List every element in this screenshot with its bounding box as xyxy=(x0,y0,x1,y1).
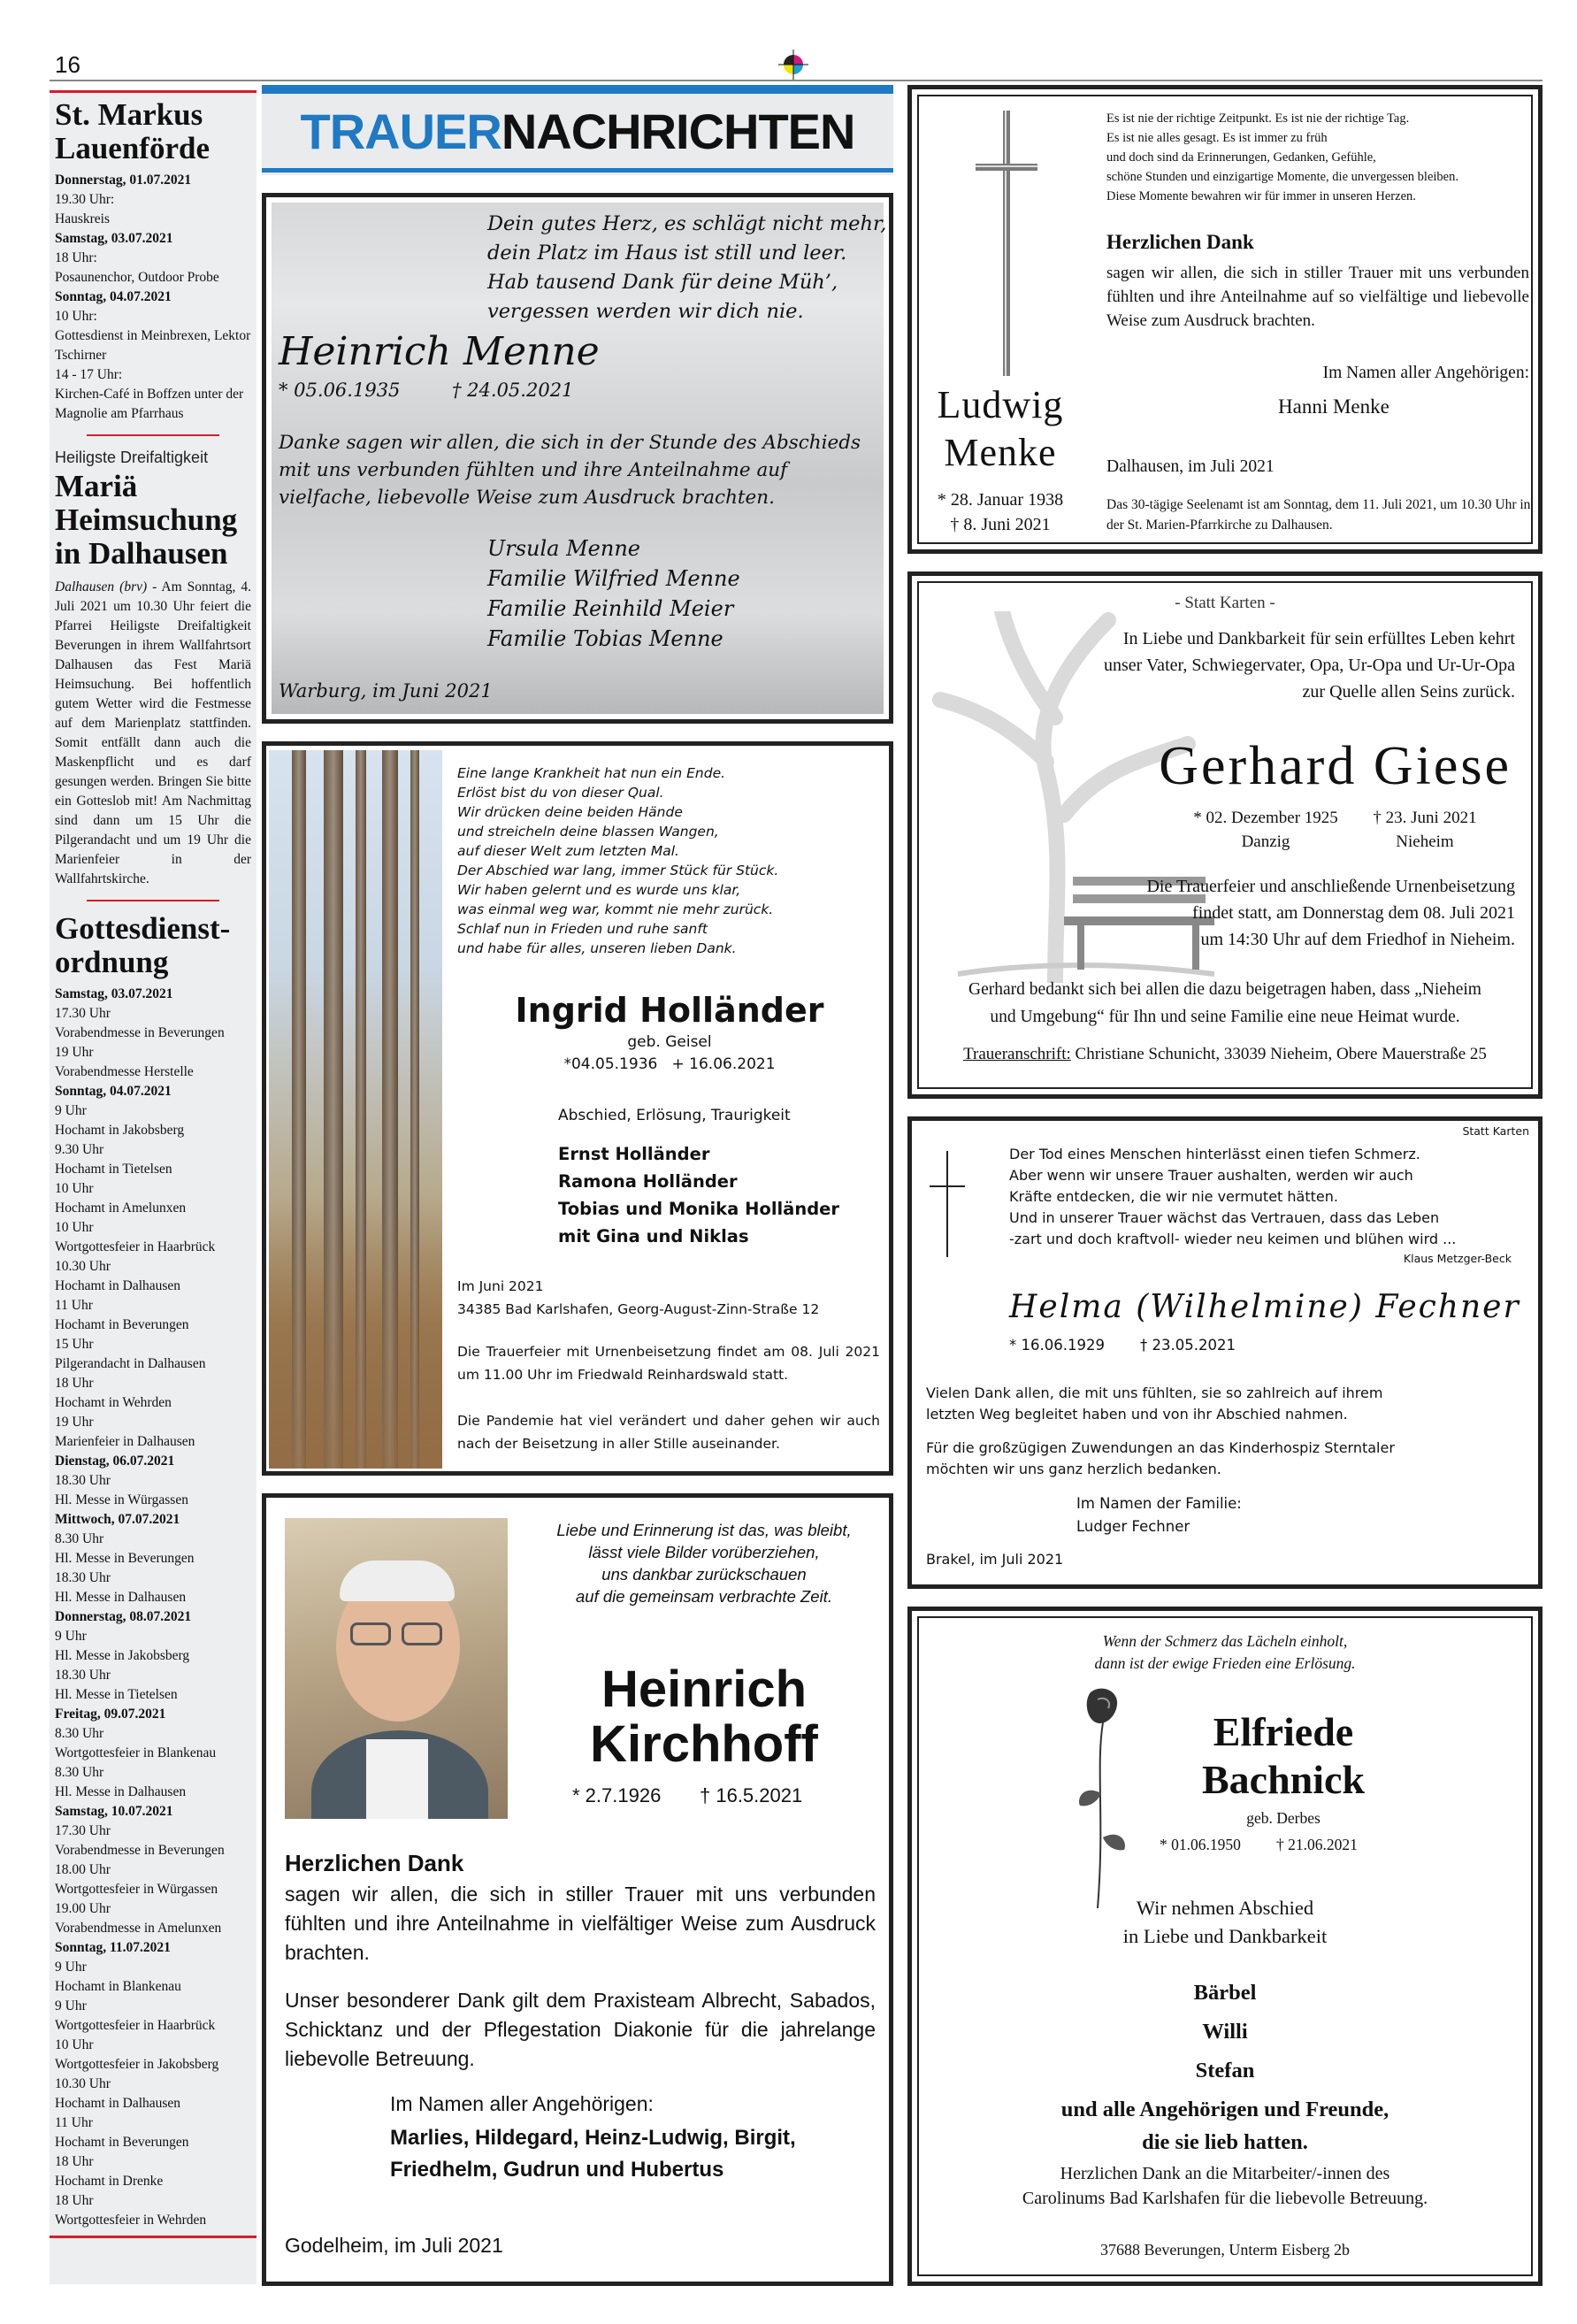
menke-poem: Es ist nie der richtige Zeitpunkt. Es ist nie der richtige Tag. Es ist nie alles gesagt. Es ist immer zu früh und doch sind da Erinnerungen, Gedanken, Gefühle, schöne Stunden und einzigartige Momente, die unvergessen bleiben. Diese Momente bewahren wir für immer in unseren Herzen. xyxy=(1106,111,1458,203)
obituary-heinrich-menne xyxy=(262,193,893,724)
schedule-line: 18.30 Uhr xyxy=(55,1668,111,1683)
schedule-line: Pilgerandacht in Dalhausen xyxy=(55,1356,206,1371)
death-date: † 16.5.2021 xyxy=(700,1784,803,1806)
fechner-thanks: Vielen Dank allen, die mit uns fühlten, sie so zahlreich auf ihrem letzten Weg begleitet haben und von ihr Abschied nahmen. xyxy=(926,1384,1383,1423)
schedule-line: Hochamt in Amelunxen xyxy=(55,1200,187,1216)
signer: Hanni Menke xyxy=(1278,395,1389,418)
section-kicker: Heiligste Dreifaltigkeit xyxy=(55,449,209,466)
cross-icon xyxy=(976,111,1037,376)
life-dates: *04.05.1936 + 16.06.2021 xyxy=(563,1055,776,1073)
menke-thanks: sagen wir allen, die sich in stiller Trauer mit uns verbunden fühlten und ihre Anteilnahme auf so vielfältige und liebevolle Weise zum Ausdruck brachten. xyxy=(1106,264,1529,330)
schedule-line: 18 Uhr: xyxy=(55,250,97,265)
schedule-line: Hochamt in Beverungen xyxy=(55,2135,189,2150)
schedule-line: Hochamt in Wehrden xyxy=(55,1395,172,1410)
schedule-line: 11 Uhr xyxy=(55,1298,93,1313)
schedule-line: 19.30 Uhr: xyxy=(55,192,115,207)
schedule-line: 10 Uhr: xyxy=(55,309,97,324)
schedule-line: 18 Uhr xyxy=(55,2154,94,2169)
schedule-line: 18.30 Uhr xyxy=(55,1570,111,1585)
schedule-line: 8.30 Uhr xyxy=(55,1531,104,1546)
schedule-line: Hl. Messe in Würgassen xyxy=(55,1492,188,1507)
church-news-column xyxy=(50,90,256,2284)
family-list: Marlies, Hildegard, Heinz-Ludwig, Birgit, Friedhelm, Gudrun und Hubertus xyxy=(390,2126,796,2182)
menne-family: Ursula Menne Familie Wilfried Menne Familie Reinhild Meier Familie Tobias Menne xyxy=(487,536,740,651)
schedule-date: Samstag, 03.07.2021 xyxy=(55,986,173,1001)
schedule-line: Vorabendmesse Herstelle xyxy=(55,1064,194,1079)
schedule-line: Hochamt in Dalhausen xyxy=(55,1278,181,1293)
schedule-line: Wortgottesfeier in Würgassen xyxy=(55,1882,218,1897)
schedule-line: 19 Uhr xyxy=(55,1045,94,1060)
schedule-line: Wortgottesfeier in Blankenau xyxy=(55,1745,217,1760)
schedule-line: 14 - 17 Uhr: xyxy=(55,367,123,382)
st-markus-schedule xyxy=(55,171,251,424)
schedule-line: 17.30 Uhr xyxy=(55,1823,111,1838)
schedule-line: Posaunenchor, Outdoor Probe xyxy=(55,270,219,285)
death-date: † 23.05.2021 xyxy=(1140,1337,1236,1354)
forest-photo xyxy=(269,750,442,1469)
date-address: Im Juni 2021 34385 Bad Karlshafen, Georg-August-Zinn-Straße 12 xyxy=(457,1278,820,1317)
motto: Abschied, Erlösung, Traurigkeit xyxy=(558,1107,791,1124)
schedule-line: Wortgottesfeier in Haarbrück xyxy=(55,2018,216,2033)
schedule-line: 10.30 Uhr xyxy=(55,1259,111,1274)
schedule-line: 10 Uhr xyxy=(55,2037,94,2052)
top-rule xyxy=(50,80,1543,81)
schedule-date: Samstag, 03.07.2021 xyxy=(55,231,173,246)
donation-thanks: Für die großzügigen Zuwendungen an das Kinderhospiz Sterntaler möchten wir uns ganz herzlich bedanken. xyxy=(926,1439,1395,1477)
registration-mark-icon xyxy=(778,50,808,80)
portrait-photo xyxy=(285,1518,508,1819)
obituary-gerhard-giese xyxy=(907,571,1543,1099)
farewell: Wir nehmen Abschied in Liebe und Dankbarkeit xyxy=(1122,1897,1328,1947)
obituary-elfriede-bachnick xyxy=(907,1607,1543,2286)
schedule-line: 18.30 Uhr xyxy=(55,1473,111,1488)
funeral-info: Die Trauerfeier mit Urnenbeisetzung findet am 08. Juli 2021 um 11.00 Uhr im Friedwald Reinhardswald statt. xyxy=(457,1344,880,1383)
maiden-name: geb. Derbes xyxy=(1246,1809,1321,1827)
special-thanks: Unser besonderer Dank gilt dem Praxisteam Albrecht, Sabados, Schicktanz und der Pflegestation Diakonie für die jahrelange liebevolle Betreuung. xyxy=(285,1989,876,2070)
thanks-heading: Herzlichen Dank xyxy=(1106,231,1254,253)
bachnick-thanks: Herzlichen Dank an die Mitarbeiter/-innen des Carolinums Bad Karlshafen für die liebevolle Betreuung. xyxy=(1022,2164,1428,2208)
birth-date: * 16.06.1929 xyxy=(1009,1337,1105,1354)
schedule-date: Donnerstag, 01.07.2021 xyxy=(55,173,192,188)
schedule-line: Hochamt in Tietelsen xyxy=(55,1162,172,1177)
schedule-line: Vorabendmesse in Beverungen xyxy=(55,1843,225,1858)
mariae-article: Dalhausen (brv) - Am Sonntag, 4. Juli 2021 um 10.30 Uhr feiert die Pfarrei Heiligste Dreifaltigkeit Beverungen in ihrem Wallfahrtsort Dalhausen das Fest Mariä Heimsuchung. Bei hoffentlich gutem Wetter wird die Festmesse auf dem Marienplatz stattfinden. Somit entfällt dann auch die Maskenpflicht und es darf gesungen werden. Bringen Sie bitte ein Gotteslob mit! Am Nachmittag sind dann um 15 Uhr die Pilgerandacht und um 19 Uhr die Marienfeier in der Wallfahrtskirche. xyxy=(55,579,251,886)
menne-place-date: Warburg, im Juni 2021 xyxy=(279,680,493,702)
section-title-gottesdienst: Gottesdienst-ordnung xyxy=(55,911,231,979)
thanks-heading: Herzlichen Dank xyxy=(285,1850,464,1876)
deceased-name: Helma (Wilhelmine) Fechner xyxy=(1009,1289,1520,1325)
schedule-line: Marienfeier in Dalhausen xyxy=(55,1434,195,1449)
funeral-info: Die Trauerfeier und anschließende Urnenbeisetzung findet statt, am Donnerstag dem 08. Juli 2021 um 14:30 Uhr auf dem Friedhof in Nieheim. xyxy=(1146,877,1515,949)
deceased-name: Ludwig Menke xyxy=(937,383,1064,474)
hollaender-poem: Eine lange Krankheit hat nun ein Ende. Erlöst bist du von dieser Qual. Wir drücken deine beiden Hände und streicheln deine blassen Wangen, auf dieser Welt zum letzten Mal. Der Abschied war lang, immer Stück für Stück. Wir haben gelernt und es wurde uns klar, was einmal weg war, kommt nie mehr zurück. Schlaf nun in Frieden und ruhe sanft und habe für alles, unseren lieben Dank. xyxy=(457,765,779,956)
requiem-note: Das 30-tägige Seelenamt ist am Sonntag, dem 11. Juli 2021, um 10.30 Uhr in der St. Marien-Pfarrkirche zu Dalhausen. xyxy=(1106,497,1531,533)
service-schedule xyxy=(55,985,251,2230)
schedule-line: 10.30 Uhr xyxy=(55,2076,111,2091)
sign-intro: Im Namen aller Angehörigen: xyxy=(1322,364,1529,382)
death-info: † 23. Juni 2021 Nieheim xyxy=(1373,809,1477,851)
schedule-date: Donnerstag, 08.07.2021 xyxy=(55,1609,192,1624)
section-title-mariae: Mariä Heimsuchung in Dalhausen xyxy=(55,469,238,571)
obituary-helma-fechner xyxy=(907,1116,1543,1589)
schedule-date: Sonntag, 04.07.2021 xyxy=(55,289,172,304)
schedule-line: Wortgottesfeier in Haarbrück xyxy=(55,1239,216,1254)
bachnick-poem: Wenn der Schmerz das Lächeln einholt, dann ist der ewige Frieden eine Erlösung. xyxy=(1094,1632,1356,1672)
deceased-name: Gerhard Giese xyxy=(1159,736,1512,796)
menne-poem: Dein gutes Herz, es schlägt nicht mehr, dein Platz im Haus ist still und leer. Hab tausend Dank für deine Müh’, vergessen werden wir dich nie. xyxy=(487,212,887,323)
giese-thanks: Gerhard bedankt sich bei allen die dazu beigetragen haben, dass „Nieheim und Umgebung“ für Ihn und seine Familie eine neue Heimat wurde. xyxy=(968,980,1481,1026)
schedule-line: 19.00 Uhr xyxy=(55,1901,111,1916)
obituary-ingrid-hollaender xyxy=(262,741,893,1476)
schedule-line: Hauskreis xyxy=(55,211,110,226)
obituary-heinrich-kirchhoff xyxy=(262,1493,893,2286)
schedule-line: Hl. Messe in Tietelsen xyxy=(55,1687,178,1702)
schedule-line: 18 Uhr xyxy=(55,2193,94,2208)
fechner-poem: Der Tod eines Menschen hinterlässt einen tiefen Schmerz. Aber wenn wir unsere Trauer aushalten, werden wir auch Kräfte entdecken, die wir nie vermutet hätten. Und in unserer Trauer wächst das Vertrauen, dass das Leben -zart und doch kraftvoll- wieder neu keimen und blühen wird ... xyxy=(1009,1146,1457,1247)
schedule-line: 9.30 Uhr xyxy=(55,1142,104,1157)
sign-intro: Im Namen aller Angehörigen: xyxy=(390,2092,654,2115)
mourning-address: Traueranschrift: Christiane Schunicht, 33039 Nieheim, Obere Mauerstraße 25 xyxy=(963,1045,1487,1063)
schedule-line: Hl. Messe in Dalhausen xyxy=(55,1784,187,1799)
schedule-line: 18 Uhr xyxy=(55,1376,94,1391)
schedule-date: Samstag, 10.07.2021 xyxy=(55,1804,173,1819)
rose-icon xyxy=(1071,1687,1133,1908)
schedule-line: Hochamt in Drenke xyxy=(55,2174,164,2189)
schedule-date: Sonntag, 11.07.2021 xyxy=(55,1940,171,1955)
schedule-line: 8.30 Uhr xyxy=(55,1765,104,1780)
schedule-date: Dienstag, 06.07.2021 xyxy=(55,1453,175,1469)
birth-date: * 05.06.1935 xyxy=(279,380,401,401)
schedule-line: Hochamt in Beverungen xyxy=(55,1317,189,1332)
schedule-line: Hochamt in Dalhausen xyxy=(55,2096,181,2111)
deceased-name: Ingrid Holländer xyxy=(515,991,824,1030)
schedule-line: Wortgottesfeier in Jakobsberg xyxy=(55,2057,219,2072)
schedule-line: Gottesdienst in Meinbrexen, Lektor Tschirner xyxy=(55,328,251,363)
masthead-bar xyxy=(262,85,893,94)
schedule-line: 11 Uhr xyxy=(55,2115,93,2130)
deceased-name: Elfriede Bachnick xyxy=(1201,1709,1366,1802)
menne-thanks: Danke sagen wir allen, die sich in der Stunde des Abschieds mit uns verbunden fühlten und ihre Anteilnahme auf vielfache, liebevolle Weise zum Ausdruck brachten. xyxy=(279,432,861,509)
schedule-line: 9 Uhr xyxy=(55,1103,87,1118)
section-title-st-markus: St. Markus Lauenförde xyxy=(55,97,210,165)
death-date: † 24.05.2021 xyxy=(452,380,574,401)
schedule-line: Hl. Messe in Jakobsberg xyxy=(55,1648,190,1663)
family-list: Ernst Holländer Ramona Holländer Tobias und Monika Holländer mit Gina und Niklas xyxy=(558,1144,840,1246)
deceased-name: Heinrich Kirchhoff xyxy=(590,1661,818,1773)
section-title: TRAUERNACHRICHTEN xyxy=(300,104,855,159)
statt-karten-header: - Statt Karten - xyxy=(1175,594,1275,612)
schedule-date: Freitag, 09.07.2021 xyxy=(55,1707,166,1722)
death-date: † 21.06.2021 xyxy=(1276,1836,1358,1853)
pandemic-note: Die Pandemie hat viel verändert und daher gehen wir auch nach der Beisetzung in aller Stille auseinander. xyxy=(457,1413,880,1452)
schedule-line: Wortgottesfeier in Wehrden xyxy=(55,2213,207,2228)
schedule-line: 19 Uhr xyxy=(55,1415,94,1430)
schedule-line: 9 Uhr xyxy=(55,1629,87,1644)
schedule-line: Hl. Messe in Dalhausen xyxy=(55,1590,187,1605)
poem-author: Klaus Metzger-Beck xyxy=(1403,1252,1512,1265)
schedule-line: 18.00 Uhr xyxy=(55,1862,111,1877)
schedule-line: 15 Uhr xyxy=(55,1337,94,1352)
obituary-ludwig-menke xyxy=(907,85,1543,554)
place-date: Dalhausen, im Juli 2021 xyxy=(1106,457,1275,476)
birth-date: * 2.7.1926 xyxy=(572,1784,662,1806)
schedule-line: Hochamt in Blankenau xyxy=(55,1979,181,1994)
schedule-line: 9 Uhr xyxy=(55,1998,87,2013)
kirchhoff-thanks: sagen wir allen, die sich in stiller Trauer mit uns verbunden fühlten und ihre Anteilnahme in vielfältiger Weise zum Ausdruck brachten. xyxy=(285,1883,876,1964)
schedule-line: 10 Uhr xyxy=(55,1181,94,1196)
cross-icon xyxy=(930,1151,965,1257)
schedule-line: Hochamt in Jakobsberg xyxy=(55,1123,185,1138)
maiden-name: geb. Geisel xyxy=(627,1033,712,1051)
schedule-line: 8.30 Uhr xyxy=(55,1726,104,1741)
birth-info: * 02. Dezember 1925 Danzig xyxy=(1193,809,1338,851)
family-list: Bärbel Willi Stefan und alle Angehörigen und Freunde, die sie lieb hatten. xyxy=(1060,1981,1389,2154)
masthead-underline xyxy=(262,168,893,173)
page-number: 16 xyxy=(55,51,80,78)
schedule-line: Vorabendmesse in Amelunxen xyxy=(55,1921,222,1936)
address: 37688 Beverungen, Unterm Eisberg 2b xyxy=(1099,2241,1351,2259)
life-dates: * 28. Januar 1938 † 8. Juni 2021 xyxy=(937,490,1064,534)
schedule-line: 10 Uhr xyxy=(55,1220,94,1235)
birth-date: * 01.06.1950 xyxy=(1160,1836,1241,1853)
schedule-line: Kirchen-Café in Boffzen unter der Magnolie am Pfarrhaus xyxy=(55,387,244,421)
schedule-line: 17.30 Uhr xyxy=(55,1006,111,1021)
deceased-name: Heinrich Menne xyxy=(279,329,600,374)
schedule-date: Mittwoch, 07.07.2021 xyxy=(55,1512,180,1527)
kirchhoff-poem: Liebe und Erinnerung ist das, was bleibt, lässt viele Bilder vorüberziehen, uns dankbar zurückschauen auf die gemeinsam verbrachte Zeit. xyxy=(556,1521,852,1606)
schedule-line: 9 Uhr xyxy=(55,1960,87,1975)
statt-karten-header: Statt Karten xyxy=(1462,1124,1529,1138)
giese-intro: In Liebe und Dankbarkeit für sein erfülltes Leben kehrt unser Vater, Schwiegervater, Opa, Ur-Opa und Ur-Ur-Opa zur Quelle allen Seins zurück. xyxy=(1104,629,1515,702)
schedule-date: Sonntag, 04.07.2021 xyxy=(55,1084,172,1099)
place-date: Godelheim, im Juli 2021 xyxy=(285,2234,503,2257)
schedule-line: Hl. Messe in Beverungen xyxy=(55,1551,195,1566)
signature: Im Namen der Familie: Ludger Fechner xyxy=(1076,1495,1242,1535)
schedule-line: Vorabendmesse in Beverungen xyxy=(55,1025,225,1040)
place-date: Brakel, im Juli 2021 xyxy=(926,1551,1064,1568)
